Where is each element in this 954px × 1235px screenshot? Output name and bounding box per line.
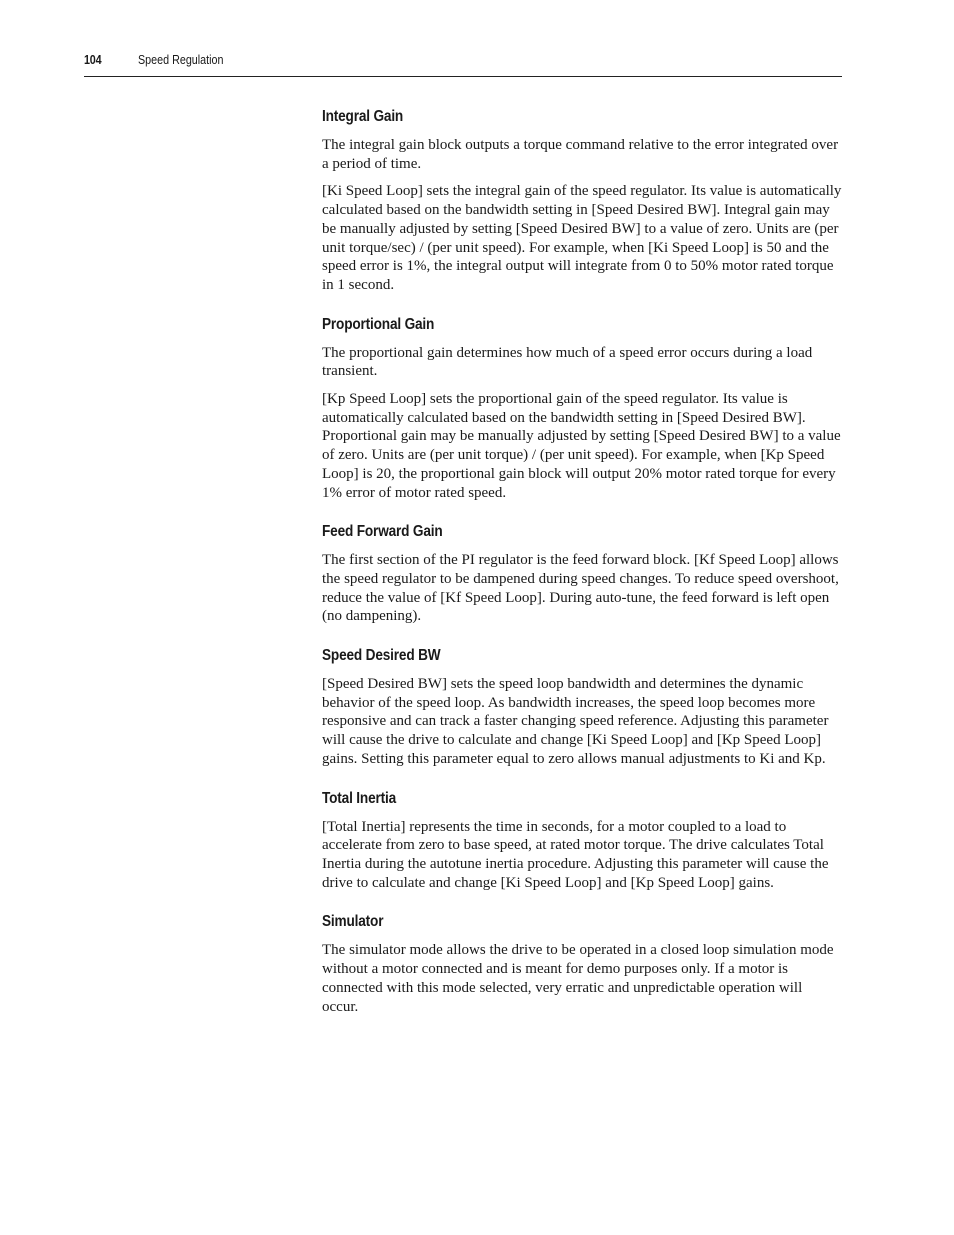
section-feed-forward-gain: [322, 521, 842, 626]
paragraph: [Kp Speed Loop] sets the proportional gain of the speed regulator. Its value is automatically calculated based on the bandwidth setting in [Speed Desired BW]. Proportional gain may be manually adjusted by setting [Speed Desired BW] to a value of zero. Units are (per unit torque) / (per unit speed). For example, when [Kp Speed Loop] is 20, the proportional gain block will output 20% motor rated torque for every 1% error of motor rated speed.: [322, 391, 841, 501]
section-heading: Total Inertia: [322, 789, 397, 807]
section-total-inertia: [322, 788, 842, 893]
page-header: [84, 52, 842, 77]
page-number: 104: [84, 53, 102, 67]
section-heading: Speed Desired BW: [322, 647, 441, 665]
section-heading: Proportional Gain: [322, 315, 435, 333]
section-proportional-gain: [322, 314, 842, 503]
paragraph: [Ki Speed Loop] sets the integral gain of the speed regulator. Its value is automatically calculated based on the bandwidth setting in [Speed Desired BW]. Integral gain may be manually adjusted by setting [Speed Desired BW] to a value of zero. Units are (per unit torque/sec) / (per unit speed). For example, when [Ki Speed Loop] is 50 and the speed error is 1%, the integral output will integrate from 0 to 50% motor rated torque in 1 second.: [322, 183, 842, 293]
paragraph: The proportional gain determines how much of a speed error occurs during a load transient.: [322, 344, 813, 380]
running-title: Speed Regulation: [138, 53, 224, 67]
section-speed-desired-bw: [322, 645, 842, 769]
section-integral-gain: [322, 106, 842, 295]
paragraph: The first section of the PI regulator is the feed forward block. [Kf Speed Loop] allows the speed regulator to be dampened during speed changes. To reduce speed overshoot, reduce the value of [Kf Speed Loop]. During auto-tune, the feed forward is left open (no dampening).: [322, 552, 839, 625]
paragraph: [Speed Desired BW] sets the speed loop bandwidth and determines the dynamic behavior of the speed loop. As bandwidth increases, the speed loop becomes more responsive and can track a faster changing speed reference. Adjusting this parameter will cause the drive to calculate and change [Ki Speed Loop] and [Kp Speed Loop] gains. Setting this parameter equal to zero allows manual adjustments to Ki and Kp.: [322, 676, 829, 767]
section-simulator: [322, 911, 842, 1016]
section-heading: Simulator: [322, 913, 384, 931]
paragraph: The simulator mode allows the drive to be operated in a closed loop simulation mode without a motor connected and is meant for demo purposes only. If a motor is connected with this mode selected, very erratic and unpredictable operation will occur.: [322, 942, 834, 1015]
section-heading: Feed Forward Gain: [322, 523, 443, 541]
main-content: [322, 106, 842, 1035]
paragraph: The integral gain block outputs a torque command relative to the error integrated over a period of time.: [322, 137, 839, 172]
paragraph: [Total Inertia] represents the time in seconds, for a motor coupled to a load to accelerate from zero to base speed, at rated motor torque. The drive calculates Total Inertia during the autotune inertia procedure. Adjusting this parameter will cause the drive to calculate and change [Ki Speed Loop] and [Kp Speed Loop] gains.: [322, 818, 829, 891]
section-heading: Integral Gain: [322, 108, 404, 125]
